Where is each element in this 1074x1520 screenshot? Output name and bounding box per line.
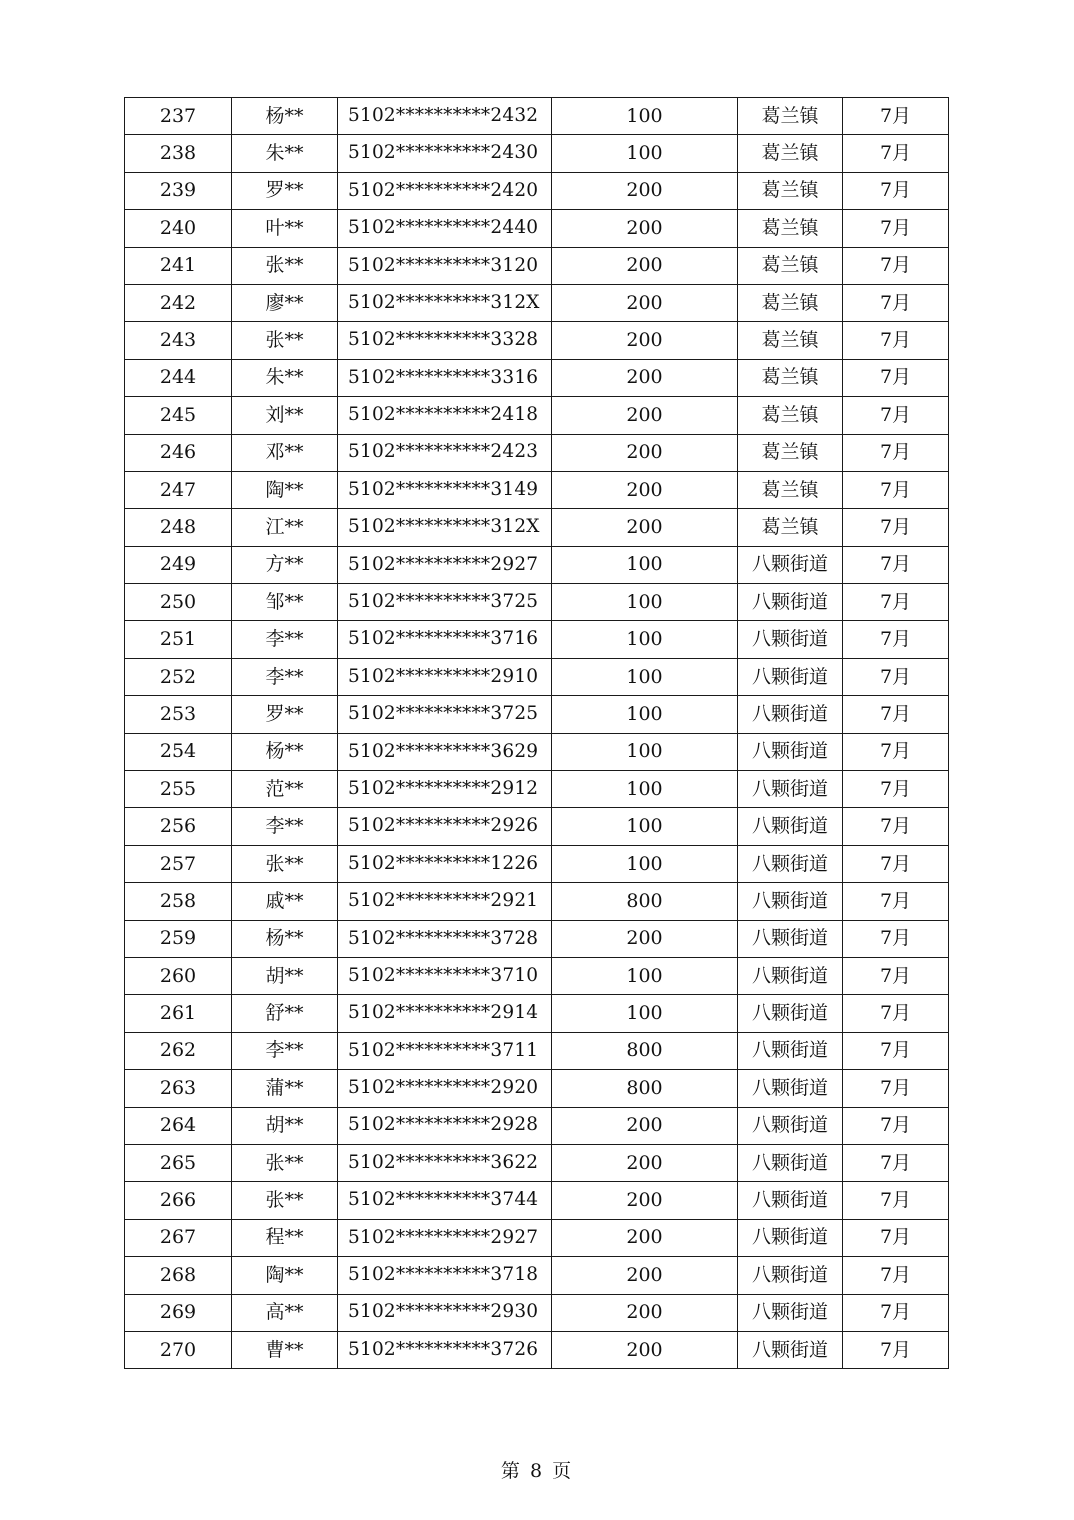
township-cell: 葛兰镇 (738, 434, 843, 471)
township-cell: 八颗街道 (738, 920, 843, 957)
row-number-cell: 237 (125, 98, 232, 135)
month-cell: 7月 (843, 322, 949, 359)
row-number-cell: 269 (125, 1294, 232, 1331)
table-row (125, 995, 949, 1032)
id-number-cell: 5102**********3726 (338, 1331, 552, 1368)
name-cell: 李** (232, 658, 338, 695)
row-number-cell: 247 (125, 471, 232, 508)
month-cell: 7月 (843, 397, 949, 434)
row-number-cell: 240 (125, 210, 232, 247)
name-cell: 程** (232, 1219, 338, 1256)
month-cell: 7月 (843, 1331, 949, 1368)
township-cell: 八颗街道 (738, 808, 843, 845)
month-cell: 7月 (843, 845, 949, 882)
row-number-cell: 251 (125, 621, 232, 658)
id-number-cell: 5102**********2420 (338, 172, 552, 209)
month-cell: 7月 (843, 1257, 949, 1294)
name-cell: 叶** (232, 210, 338, 247)
row-number-cell: 263 (125, 1070, 232, 1107)
township-cell: 八颗街道 (738, 1070, 843, 1107)
month-cell: 7月 (843, 1032, 949, 1069)
township-cell: 葛兰镇 (738, 471, 843, 508)
id-number-cell: 5102**********2926 (338, 808, 552, 845)
page-number: 第 8 页 (500, 1460, 574, 1482)
amount-cell: 200 (552, 284, 738, 321)
id-number-cell: 5102**********3744 (338, 1182, 552, 1219)
id-number-cell: 5102**********2921 (338, 883, 552, 920)
name-cell: 杨** (232, 920, 338, 957)
table-row (125, 1219, 949, 1256)
month-cell: 7月 (843, 658, 949, 695)
amount-cell: 200 (552, 397, 738, 434)
amount-cell: 100 (552, 584, 738, 621)
row-number-cell: 253 (125, 696, 232, 733)
table-row (125, 1331, 949, 1368)
table-row (125, 1070, 949, 1107)
id-number-cell: 5102**********3725 (338, 584, 552, 621)
township-cell: 八颗街道 (738, 1331, 843, 1368)
name-cell: 张** (232, 322, 338, 359)
month-cell: 7月 (843, 1107, 949, 1144)
row-number-cell: 249 (125, 546, 232, 583)
name-cell: 李** (232, 808, 338, 845)
month-cell: 7月 (843, 509, 949, 546)
table-row (125, 771, 949, 808)
township-cell: 葛兰镇 (738, 210, 843, 247)
id-number-cell: 5102**********312X (338, 284, 552, 321)
name-cell: 朱** (232, 359, 338, 396)
month-cell: 7月 (843, 284, 949, 321)
township-cell: 葛兰镇 (738, 284, 843, 321)
name-cell: 邹** (232, 584, 338, 621)
table-row (125, 284, 949, 321)
id-number-cell: 5102**********3328 (338, 322, 552, 359)
month-cell: 7月 (843, 696, 949, 733)
table-row (125, 920, 949, 957)
month-cell: 7月 (843, 434, 949, 471)
id-number-cell: 5102**********3718 (338, 1257, 552, 1294)
name-cell: 胡** (232, 1107, 338, 1144)
month-cell: 7月 (843, 210, 949, 247)
row-number-cell: 243 (125, 322, 232, 359)
name-cell: 李** (232, 1032, 338, 1069)
name-cell: 高** (232, 1294, 338, 1331)
table-body (125, 98, 949, 1369)
month-cell: 7月 (843, 733, 949, 770)
table-row (125, 1182, 949, 1219)
id-number-cell: 5102**********2423 (338, 434, 552, 471)
id-number-cell: 5102**********2930 (338, 1294, 552, 1331)
name-cell: 罗** (232, 696, 338, 733)
name-cell: 李** (232, 621, 338, 658)
township-cell: 八颗街道 (738, 1219, 843, 1256)
amount-cell: 800 (552, 883, 738, 920)
amount-cell: 100 (552, 658, 738, 695)
month-cell: 7月 (843, 995, 949, 1032)
township-cell: 葛兰镇 (738, 135, 843, 172)
data-table (124, 97, 949, 1369)
name-cell: 范** (232, 771, 338, 808)
table-row (125, 845, 949, 882)
row-number-cell: 259 (125, 920, 232, 957)
amount-cell: 100 (552, 995, 738, 1032)
month-cell: 7月 (843, 359, 949, 396)
id-number-cell: 5102**********3120 (338, 247, 552, 284)
row-number-cell: 238 (125, 135, 232, 172)
table-row (125, 434, 949, 471)
township-cell: 葛兰镇 (738, 359, 843, 396)
table-row (125, 883, 949, 920)
id-number-cell: 5102**********2430 (338, 135, 552, 172)
month-cell: 7月 (843, 957, 949, 994)
township-cell: 八颗街道 (738, 621, 843, 658)
table-row (125, 172, 949, 209)
table-row (125, 471, 949, 508)
name-cell: 罗** (232, 172, 338, 209)
row-number-cell: 260 (125, 957, 232, 994)
row-number-cell: 261 (125, 995, 232, 1032)
amount-cell: 100 (552, 771, 738, 808)
amount-cell: 200 (552, 1107, 738, 1144)
amount-cell: 200 (552, 247, 738, 284)
amount-cell: 100 (552, 808, 738, 845)
id-number-cell: 5102**********2914 (338, 995, 552, 1032)
name-cell: 杨** (232, 98, 338, 135)
table-row (125, 1257, 949, 1294)
month-cell: 7月 (843, 883, 949, 920)
row-number-cell: 239 (125, 172, 232, 209)
month-cell: 7月 (843, 1182, 949, 1219)
table-row (125, 247, 949, 284)
township-cell: 八颗街道 (738, 696, 843, 733)
amount-cell: 100 (552, 135, 738, 172)
table-row (125, 98, 949, 135)
month-cell: 7月 (843, 1144, 949, 1181)
name-cell: 戚** (232, 883, 338, 920)
month-cell: 7月 (843, 1219, 949, 1256)
amount-cell: 200 (552, 509, 738, 546)
amount-cell: 200 (552, 172, 738, 209)
amount-cell: 100 (552, 957, 738, 994)
name-cell: 廖** (232, 284, 338, 321)
row-number-cell: 254 (125, 733, 232, 770)
amount-cell: 800 (552, 1070, 738, 1107)
table-row (125, 696, 949, 733)
name-cell: 曹** (232, 1331, 338, 1368)
township-cell: 八颗街道 (738, 658, 843, 695)
township-cell: 葛兰镇 (738, 172, 843, 209)
month-cell: 7月 (843, 1070, 949, 1107)
id-number-cell: 5102**********312X (338, 509, 552, 546)
row-number-cell: 266 (125, 1182, 232, 1219)
id-number-cell: 5102**********1226 (338, 845, 552, 882)
name-cell: 江** (232, 509, 338, 546)
amount-cell: 200 (552, 1331, 738, 1368)
township-cell: 八颗街道 (738, 957, 843, 994)
name-cell: 邓** (232, 434, 338, 471)
table-row (125, 1144, 949, 1181)
township-cell: 八颗街道 (738, 1107, 843, 1144)
table-row (125, 359, 949, 396)
id-number-cell: 5102**********3711 (338, 1032, 552, 1069)
amount-cell: 800 (552, 1032, 738, 1069)
row-number-cell: 255 (125, 771, 232, 808)
id-number-cell: 5102**********3149 (338, 471, 552, 508)
month-cell: 7月 (843, 771, 949, 808)
township-cell: 葛兰镇 (738, 509, 843, 546)
id-number-cell: 5102**********3622 (338, 1144, 552, 1181)
id-number-cell: 5102**********2927 (338, 546, 552, 583)
township-cell: 八颗街道 (738, 883, 843, 920)
month-cell: 7月 (843, 546, 949, 583)
amount-cell: 200 (552, 1182, 738, 1219)
row-number-cell: 262 (125, 1032, 232, 1069)
name-cell: 张** (232, 1144, 338, 1181)
row-number-cell: 267 (125, 1219, 232, 1256)
row-number-cell: 270 (125, 1331, 232, 1368)
table-row (125, 957, 949, 994)
id-number-cell: 5102**********3725 (338, 696, 552, 733)
table-row (125, 135, 949, 172)
id-number-cell: 5102**********3316 (338, 359, 552, 396)
table-row (125, 808, 949, 845)
name-cell: 胡** (232, 957, 338, 994)
id-number-cell: 5102**********2920 (338, 1070, 552, 1107)
month-cell: 7月 (843, 808, 949, 845)
month-cell: 7月 (843, 1294, 949, 1331)
name-cell: 朱** (232, 135, 338, 172)
month-cell: 7月 (843, 135, 949, 172)
month-cell: 7月 (843, 98, 949, 135)
township-cell: 八颗街道 (738, 995, 843, 1032)
table-row (125, 397, 949, 434)
row-number-cell: 250 (125, 584, 232, 621)
township-cell: 葛兰镇 (738, 397, 843, 434)
id-number-cell: 5102**********2927 (338, 1219, 552, 1256)
amount-cell: 100 (552, 621, 738, 658)
township-cell: 八颗街道 (738, 845, 843, 882)
row-number-cell: 245 (125, 397, 232, 434)
row-number-cell: 264 (125, 1107, 232, 1144)
id-number-cell: 5102**********2912 (338, 771, 552, 808)
table-row (125, 322, 949, 359)
name-cell: 张** (232, 247, 338, 284)
name-cell: 陶** (232, 471, 338, 508)
row-number-cell: 268 (125, 1257, 232, 1294)
id-number-cell: 5102**********3629 (338, 733, 552, 770)
amount-cell: 200 (552, 471, 738, 508)
id-number-cell: 5102**********2432 (338, 98, 552, 135)
id-number-cell: 5102**********2440 (338, 210, 552, 247)
amount-cell: 100 (552, 546, 738, 583)
name-cell: 蒲** (232, 1070, 338, 1107)
table-row (125, 1107, 949, 1144)
id-number-cell: 5102**********2910 (338, 658, 552, 695)
table-row (125, 1294, 949, 1331)
month-cell: 7月 (843, 471, 949, 508)
id-number-cell: 5102**********2928 (338, 1107, 552, 1144)
month-cell: 7月 (843, 920, 949, 957)
township-cell: 八颗街道 (738, 546, 843, 583)
township-cell: 葛兰镇 (738, 322, 843, 359)
row-number-cell: 258 (125, 883, 232, 920)
table-row (125, 658, 949, 695)
name-cell: 舒** (232, 995, 338, 1032)
row-number-cell: 256 (125, 808, 232, 845)
month-cell: 7月 (843, 621, 949, 658)
month-cell: 7月 (843, 584, 949, 621)
table-row (125, 733, 949, 770)
name-cell: 杨** (232, 733, 338, 770)
amount-cell: 200 (552, 322, 738, 359)
name-cell: 方** (232, 546, 338, 583)
name-cell: 陶** (232, 1257, 338, 1294)
amount-cell: 100 (552, 98, 738, 135)
township-cell: 葛兰镇 (738, 98, 843, 135)
township-cell: 八颗街道 (738, 1144, 843, 1181)
id-number-cell: 5102**********3710 (338, 957, 552, 994)
amount-cell: 200 (552, 434, 738, 471)
amount-cell: 200 (552, 1219, 738, 1256)
month-cell: 7月 (843, 172, 949, 209)
table-row (125, 210, 949, 247)
table-row (125, 584, 949, 621)
amount-cell: 200 (552, 210, 738, 247)
amount-cell: 200 (552, 1294, 738, 1331)
amount-cell: 200 (552, 920, 738, 957)
table-row (125, 509, 949, 546)
township-cell: 葛兰镇 (738, 247, 843, 284)
township-cell: 八颗街道 (738, 1257, 843, 1294)
amount-cell: 100 (552, 845, 738, 882)
township-cell: 八颗街道 (738, 1294, 843, 1331)
row-number-cell: 265 (125, 1144, 232, 1181)
amount-cell: 100 (552, 733, 738, 770)
row-number-cell: 246 (125, 434, 232, 471)
township-cell: 八颗街道 (738, 584, 843, 621)
row-number-cell: 242 (125, 284, 232, 321)
row-number-cell: 257 (125, 845, 232, 882)
township-cell: 八颗街道 (738, 733, 843, 770)
row-number-cell: 248 (125, 509, 232, 546)
row-number-cell: 252 (125, 658, 232, 695)
township-cell: 八颗街道 (738, 1032, 843, 1069)
name-cell: 张** (232, 1182, 338, 1219)
amount-cell: 200 (552, 1144, 738, 1181)
amount-cell: 100 (552, 696, 738, 733)
amount-cell: 200 (552, 359, 738, 396)
id-number-cell: 5102**********2418 (338, 397, 552, 434)
table-row (125, 1032, 949, 1069)
name-cell: 张** (232, 845, 338, 882)
row-number-cell: 241 (125, 247, 232, 284)
table-row (125, 621, 949, 658)
table-row (125, 546, 949, 583)
row-number-cell: 244 (125, 359, 232, 396)
id-number-cell: 5102**********3728 (338, 920, 552, 957)
name-cell: 刘** (232, 397, 338, 434)
id-number-cell: 5102**********3716 (338, 621, 552, 658)
month-cell: 7月 (843, 247, 949, 284)
township-cell: 八颗街道 (738, 771, 843, 808)
township-cell: 八颗街道 (738, 1182, 843, 1219)
amount-cell: 200 (552, 1257, 738, 1294)
